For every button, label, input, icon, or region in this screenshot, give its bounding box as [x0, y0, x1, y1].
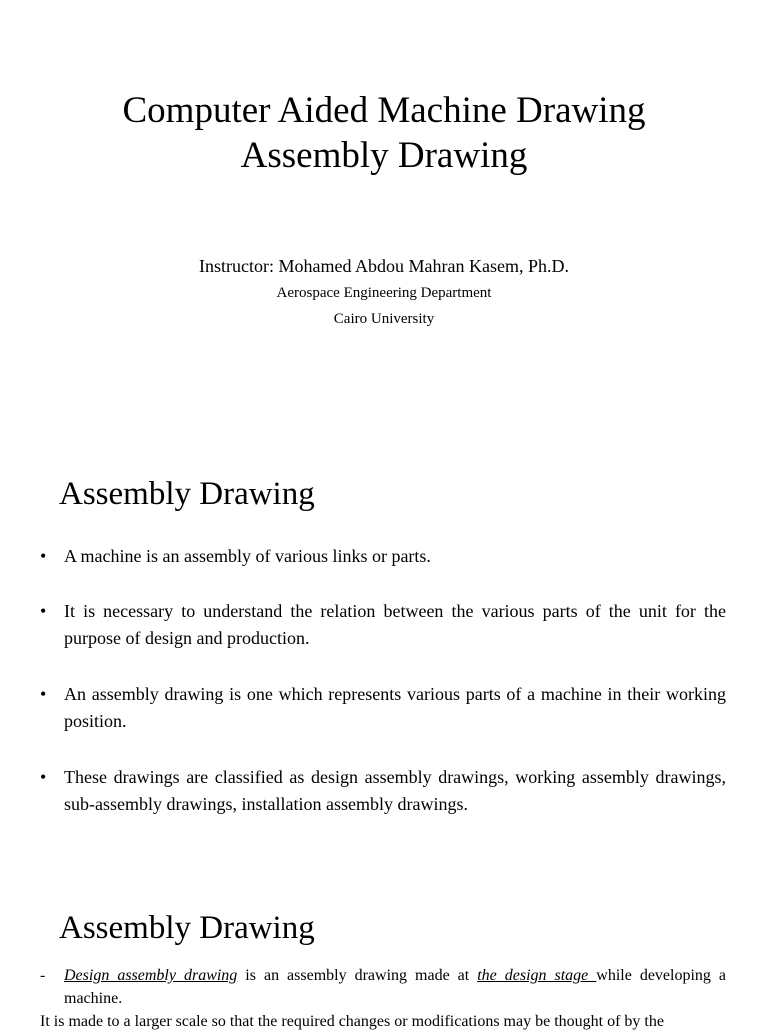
list-item-text: A machine is an assembly of various links or parts. [64, 546, 431, 566]
instructor-name: Instructor: Mohamed Abdou Mahran Kasem, Ph.D. [199, 256, 569, 276]
list-item-text: An assembly drawing is one which represents various parts of a machine in their working position. [64, 684, 726, 731]
bullet-icon: • [40, 601, 47, 621]
term-design-stage: the design stage [477, 967, 597, 984]
title-line-1: Computer Aided Machine Drawing [122, 90, 646, 131]
dash-item-text [64, 964, 726, 1010]
paragraph-cutoff: It is made to a larger scale so that the required changes or modifications may be thought of by the [40, 1013, 664, 1030]
term-design-assembly-drawing: Design assembly drawing [64, 967, 238, 984]
text-segment: is an assembly drawing made at [237, 967, 478, 984]
section-heading: Assembly Drawing [59, 910, 315, 946]
list-item-text: It is necessary to understand the relation between the various parts of the unit for the purpose of design and production. [64, 601, 726, 648]
list-item [40, 764, 726, 818]
list-item [40, 543, 726, 570]
text-segment: while developing a machine. [64, 967, 727, 1007]
list-item [40, 598, 726, 652]
bullet-icon: • [40, 767, 47, 787]
university: Cairo University [333, 311, 435, 327]
bullet-icon: • [40, 684, 47, 704]
list-item [40, 681, 726, 735]
bullet-icon: • [40, 546, 47, 566]
list-item-text: These drawings are classified as design assembly drawings, working assembly drawings, sub-assembly drawings, installation assembly drawings. [64, 767, 726, 814]
dash-list-item [40, 964, 726, 1010]
dash-icon: - [40, 967, 46, 984]
page-title [0, 88, 768, 178]
title-line-2: Assembly Drawing [240, 135, 528, 176]
section-heading: Assembly Drawing [59, 476, 315, 512]
department: Aerospace Engineering Department [276, 285, 492, 301]
